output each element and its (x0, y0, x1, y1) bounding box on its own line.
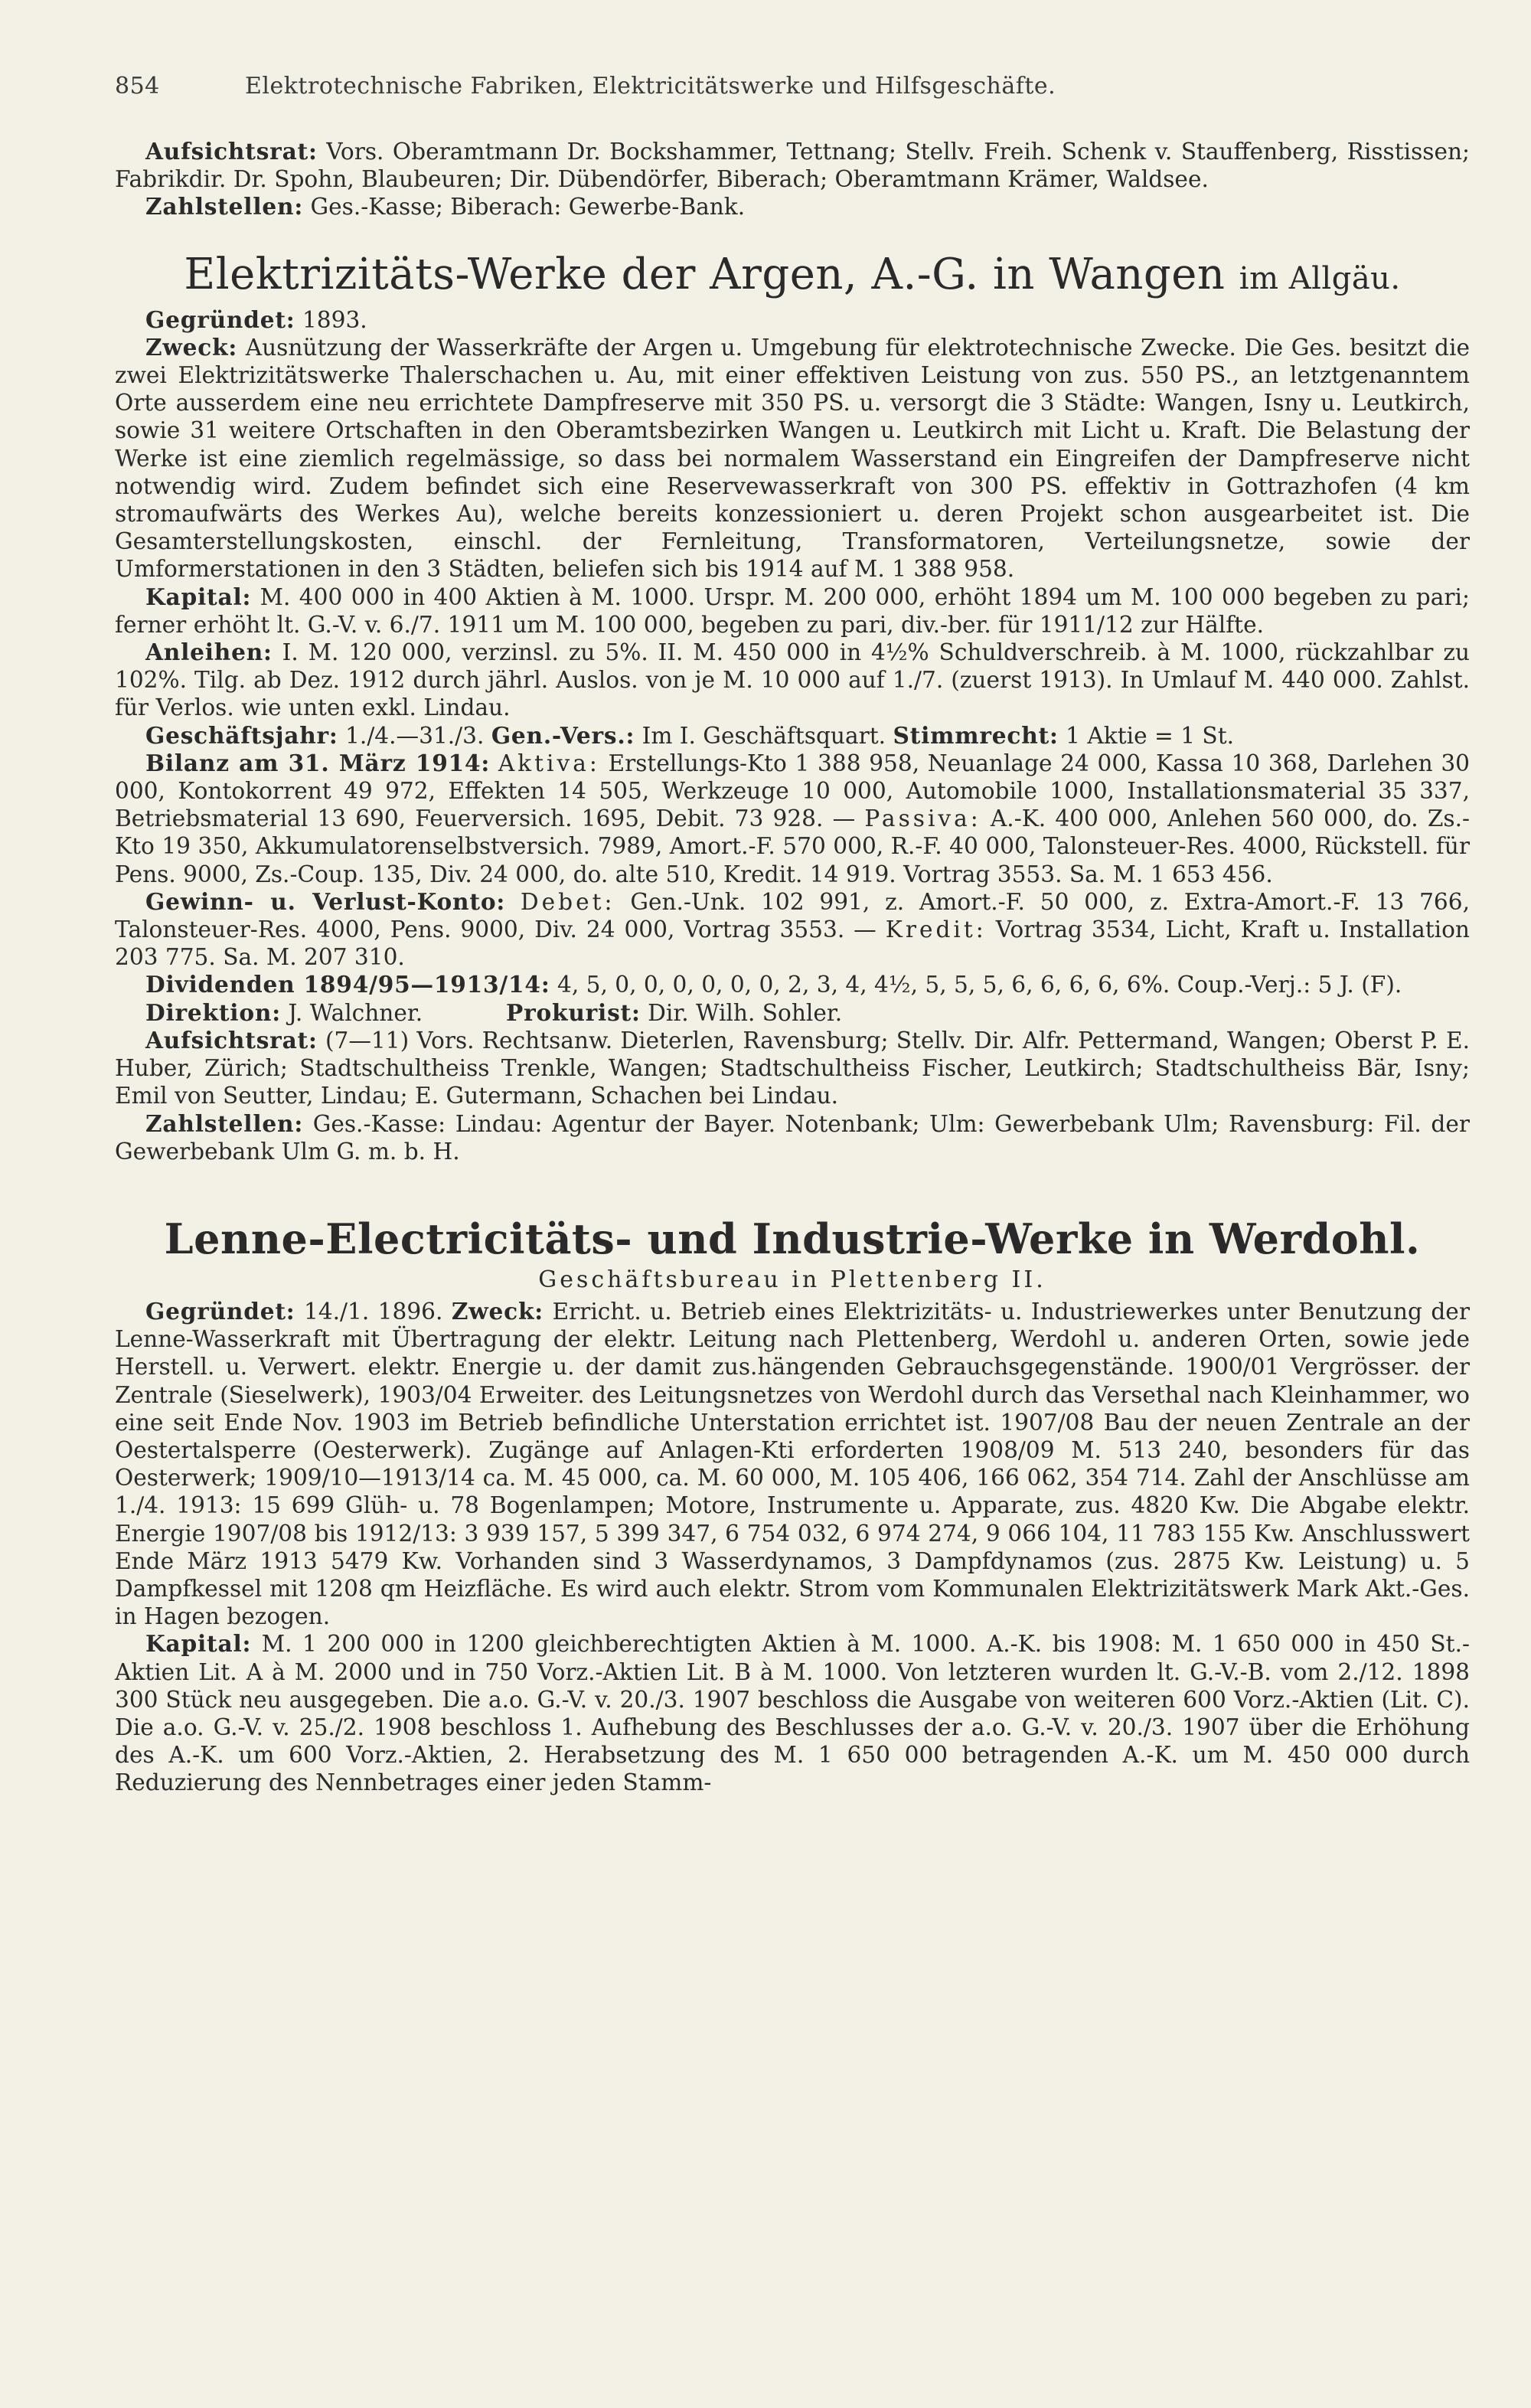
argen-bilanz: Bilanz am 31. März 1914: Aktiva: Erstellungs-Kto 1 388 958, Neuanlage 24 000, Kassa 10 368, Darlehen 30 000, Kontokorrent 49 972, Effekten 14 505, Werkzeuge 10 000, Automobile 1000, Installationsmaterial 35 337, Betriebsmaterial 13 690, Feuerversich. 1695, Debit. 73 928. — Passiva: A.-K. 400 000, Anlehen 560 000, do. Zs.-Kto 19 350, Akkumulatorenselbstversich. 7989, Amort.-F. 570 000, R.-F. 40 000, Talonsteuer-Res. 4000, Rückstell. für Pens. 9000, Zs.-Coup. 135, Div. 24 000, do. alte 510, Kredit. 14 919. Vortrag 3553. Sa. M. 1 653 456. (115, 749, 1470, 887)
argen-dividenden: Dividenden 1894/95—1913/14: 4, 5, 0, 0, 0, 0, 0, 0, 2, 3, 4, 4½, 5, 5, 5, 6, 6, 6, 6, 6%. Coup.-Verj.: 5 J. (F). (145, 971, 1402, 998)
entry-subtitle-lenne: Geschäftsbureau in Plettenberg II. (538, 1266, 1046, 1293)
argen-zahlstellen: Zahlstellen: Ges.-Kasse: Lindau: Agentur der Bayer. Notenbank; Ulm: Gewerbebank Ulm; Ravensburg: Fil. der Gewerbebank Ulm G. m. b. H. (115, 1109, 1470, 1165)
argen-aufsichtsrat: Aufsichtsrat: (7—11) Vors. Rechtsanw. Dieterlen, Ravensburg; Stellv. Dir. Alfr. Pettermand, Wangen; Oberst P. E. Huber, Zürich; Stadtschultheiss Trenkle, Wangen; Stadtschultheiss Fischer, Leutkirch; Stadtschultheiss Bär, Isny; Emil von Seutter, Lindau; E. Gutermann, Schachen bei Lindau. (115, 1026, 1470, 1109)
argen-geschaeftsjahr: Geschäftsjahr: 1./4.—31./3. Gen.-Vers.: Im I. Geschäftsquart. Stimmrecht: 1 Aktie = 1 St. (145, 721, 1235, 749)
lenne-kapital: Kapital: M. 1 200 000 in 1200 gleichberechtigten Aktien à M. 1000. A.-K. bis 1908: M. 1 650 000 in 450 St.-Aktien Lit. A à M. 2000 und in 750 Vorz.-Aktien Lit. B à M. 1000. Von letzteren wurden lt. G.-V.-B. vom 2./12. 1898 300 Stück neu ausgegeben. Die a.o. G.-V. v. 20./3. 1907 beschloss die Ausgabe von weiteren 600 Vorz.-Aktien (Lit. C). Die a.o. G.-V. v. 25./2. 1908 beschloss 1. Aufhebung des Beschlusses der a.o. G.-V. v. 20./3. 1907 über die Erhöhung des A.-K. um 600 Vorz.-Aktien, 2. Herabsetzung des M. 1 650 000 betragenden A.-K. um M. 450 000 durch Reduzierung des Nennbetrages einer jeden Stamm- (115, 1630, 1470, 1796)
argen-direktion: Direktion: J. Walchner. Prokurist: Dir. Wilh. Sohler. (145, 998, 843, 1026)
entry-title-lenne: Lenne-Electricitäts- und Industrie-Werke in Werdohl. (164, 1214, 1421, 1263)
argen-kapital: Kapital: M. 400 000 in 400 Aktien à M. 1000. Urspr. M. 200 000, erhöht 1894 um M. 100 000 begeben zu pari; ferner erhöht lt. G.-V. v. 6./7. 1911 um M. 100 000, begeben zu pari, div.-ber. für 1911/12 zur Hälfte. (115, 583, 1470, 638)
running-title: Elektrotechnische Fabriken, Elektricitätswerke und Hilfsgeschäfte. (245, 73, 1056, 100)
prev-aufsichtsrat: Aufsichtsrat: Vors. Oberamtmann Dr. Bockshammer, Tettnang; Stellv. Freih. Schenk v. Stauffenberg, Risstissen; Fabrikdir. Dr. Spohn, Blaubeuren; Dir. Dübendörfer, Biberach; Oberamtmann Krämer, Waldsee. (115, 138, 1470, 193)
prev-zahlstellen: Zahlstellen: Ges.-Kasse; Biberach: Gewerbe-Bank. (145, 193, 746, 221)
page-number: 854 (115, 73, 160, 100)
lenne-gegruendet-zweck: Gegründet: 14./1. 1896. Zweck: Erricht. u. Betrieb eines Elektrizitäts- u. Industriewerkes unter Benutzung der Lenne-Wasserkraft mit Übertragung der elektr. Leitung nach Plettenberg, Werdohl u. anderen Orten, sowie jede Herstell. u. Verwert. elektr. Energie u. der damit zus.hängenden Gebrauchsgegenstände. 1900/01 Vergrösser. der Zentrale (Sieselwerk), 1903/04 Erweiter. des Leitungsnetzes von Werdohl durch das Versethal nach Kleinhammer, wo eine seit Ende Nov. 1903 im Betrieb befindliche Unterstation errichtet ist. 1907/08 Bau der neuen Zentrale an der Oestertalsperre (Oesterwerk). Zugänge auf Anlagen-Kti erforderten 1908/09 M. 513 240, besonders für das Oesterwerk; 1909/10—1913/14 ca. M. 45 000, ca. M. 60 000, M. 105 406, 166 062, 354 714. Zahl der Anschlüsse am 1./4. 1913: 15 699 Glüh- u. 78 Bogenlampen; Motore, Instrumente u. Apparate, zus. 4820 Kw. Die Abgabe elektr. Energie 1907/08 bis 1912/13: 3 939 157, 5 399 347, 6 754 032, 6 974 274, 9 066 104, 11 783 155 Kw. Anschlusswert Ende März 1913 5479 Kw. Vorhanden sind 3 Wasserdynamos, 3 Dampfdynamos (zus. 2875 Kw. Leistung) u. 5 Dampfkessel mit 1208 qm Heizfläche. Es wird auch elektr. Strom vom Kommunalen Elektrizitätswerk Mark Akt.-Ges. in Hagen bezogen. (115, 1297, 1470, 1630)
argen-anleihen: Anleihen: I. M. 120 000, verzinsl. zu 5%. II. M. 450 000 in 4½% Schuldverschreib. à M. 1000, rückzahlbar zu 102%. Tilg. ab Dez. 1912 durch jährl. Auslos. von je M. 10 000 auf 1./7. (zuerst 1913). In Umlauf M. 440 000. Zahlst. für Verlos. wie unten exkl. Lindau. (115, 639, 1470, 721)
entry-title-argen: Elektrizitäts-Werke der Argen, A.-G. in Wangen im Allgäu. (184, 249, 1401, 299)
argen-zweck: Zweck: Ausnützung der Wasserkräfte der Argen u. Umgebung für elektrotechnische Zwecke. Die Ges. besitzt die zwei Elektrizitätswerke Thalerschachen u. Au, mit einer effektiven Leistung von zus. 550 PS., an letztgenanntem Orte ausserdem eine neu errichtete Dampfreserve mit 350 PS. u. versorgt die 3 Städte: Wangen, Isny u. Leutkirch, sowie 31 weitere Ortschaften in den Oberamtsbezirken Wangen u. Leutkirch mit Licht u. Kraft. Die Belastung der Werke ist eine ziemlich regelmässige, so dass bei normalem Wasserstand ein Eingreifen der Dampfreserve nicht notwendig wird. Zudem befindet sich eine Reservewasserkraft von 300 PS. effektiv in Gottrazhofen (4 km stromaufwärts des Werkes Au), welche bereits konzessioniert u. deren Projekt schon ausgearbeitet ist. Die Gesamterstellungskosten, einschl. der Fernleitung, Transformatoren, Verteilungsnetze, sowie der Umformerstationen in den 3 Städten, beliefen sich bis 1914 auf M. 1 388 958. (115, 333, 1470, 583)
argen-gegruendet: Gegründet: 1893. (145, 305, 367, 333)
running-head (115, 73, 1477, 100)
page-body (115, 138, 1470, 1797)
argen-gewinn-verlust: Gewinn- u. Verlust-Konto: Debet: Gen.-Unk. 102 991, z. Amort.-F. 50 000, z. Extra-Amort.-F. 13 766, Talonsteuer-Res. 4000, Pens. 9000, Div. 24 000, Vortrag 3553. — Kredit: Vortrag 3534, Licht, Kraft u. Installation 203 775. Sa. M. 207 310. (115, 887, 1470, 971)
